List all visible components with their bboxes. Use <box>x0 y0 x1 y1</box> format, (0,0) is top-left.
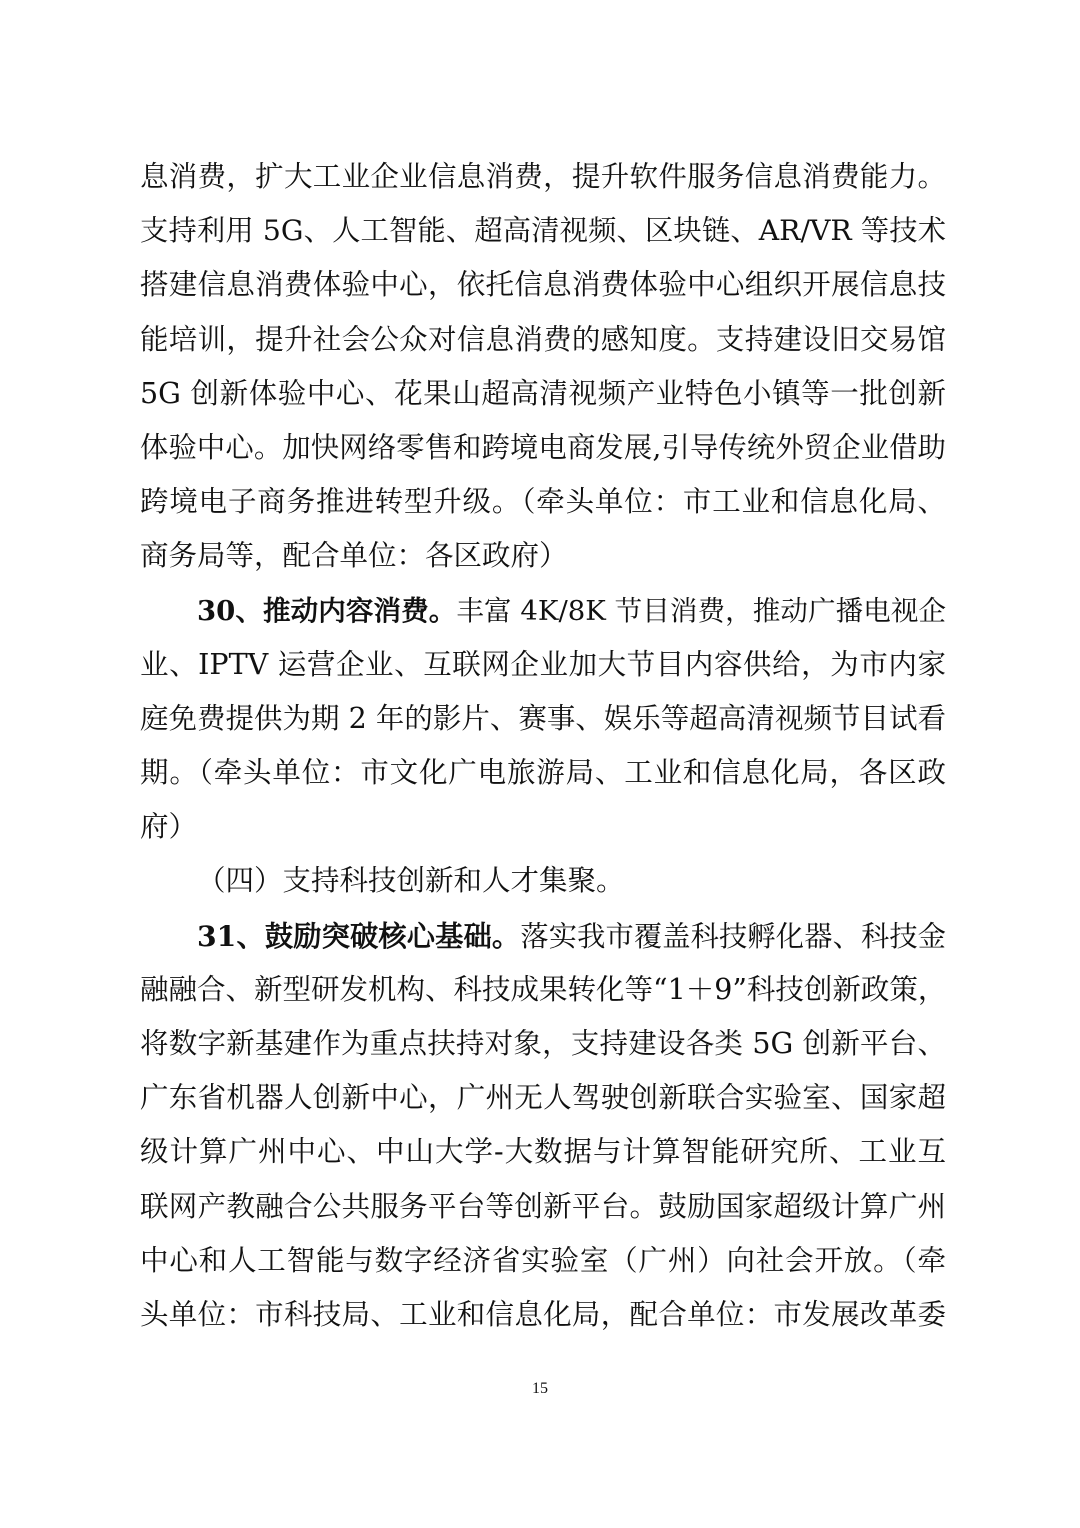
text-line: 体验中心。加快网络零售和跨境电商发展,引导传统外贸企业借助 <box>140 430 946 464</box>
item-heading-31: 31、鼓励突破核心基础。 <box>197 918 521 953</box>
paragraph-31-first-line <box>140 909 946 963</box>
item-text-30: 丰富 4K/8K 节目消费，推动广播电视企 <box>456 594 946 627</box>
text-line: 府） <box>140 810 198 844</box>
text-line: 庭免费提供为期 2 年的影片、赛事、娱乐等超高清视频节目试看 <box>140 701 946 735</box>
text-line: 中心和人工智能与数字经济省实验室（广州）向社会开放。（牵 <box>140 1243 946 1277</box>
page-number: 15 <box>532 1380 548 1397</box>
text-line: 能培训，提升社会公众对信息消费的感知度。支持建设旧交易馆 <box>140 322 946 356</box>
text-line: 支持利用 5G、人工智能、超高清视频、区块链、AR/VR 等技术 <box>140 214 946 248</box>
text-line: 头单位：市科技局、工业和信息化局，配合单位：市发展改革委 <box>140 1297 946 1331</box>
text-line: 广东省机器人创新中心，广州无人驾驶创新联合实验室、国家超 <box>140 1081 946 1115</box>
text-line: 级计算广州中心、中山大学-大数据与计算智能研究所、工业互 <box>140 1135 946 1169</box>
item-heading-30: 30、推动内容消费。 <box>197 594 457 627</box>
text-line: 将数字新基建作为重点扶持对象，支持建设各类 5G 创新平台、 <box>140 1027 946 1060</box>
text-line: 商务局等，配合单位：各区政府） <box>140 539 568 573</box>
text-line: 息消费，扩大工业企业信息消费，提升软件服务信息消费能力。 <box>140 160 946 193</box>
paragraph-30-first-line <box>140 584 946 638</box>
text-line: 跨境电子商务推进转型升级。（牵头单位：市工业和信息化局、 <box>140 485 946 519</box>
section-heading: （四）支持科技创新和人才集聚。 <box>197 864 625 898</box>
text-line: 融融合、新型研发机构、科技成果转化等“1＋9”科技创新政策， <box>140 972 947 1006</box>
text-line: 5G 创新体验中心、花果山超高清视频产业特色小镇等一批创新 <box>140 376 946 410</box>
item-text-31: 落实我市覆盖科技孵化器、科技金 <box>520 919 946 953</box>
text-line: 期。（牵头单位：市文化广电旅游局、工业和信息化局，各区政 <box>140 756 946 790</box>
text-line: 联网产教融合公共服务平台等创新平台。鼓励国家超级计算广州 <box>140 1189 946 1223</box>
text-line: 搭建信息消费体验中心，依托信息消费体验中心组织开展信息技 <box>140 268 946 302</box>
text-line: 业、IPTV 运营企业、互联网企业加大节目内容供给，为市内家 <box>140 647 946 681</box>
body-text <box>140 150 946 1342</box>
